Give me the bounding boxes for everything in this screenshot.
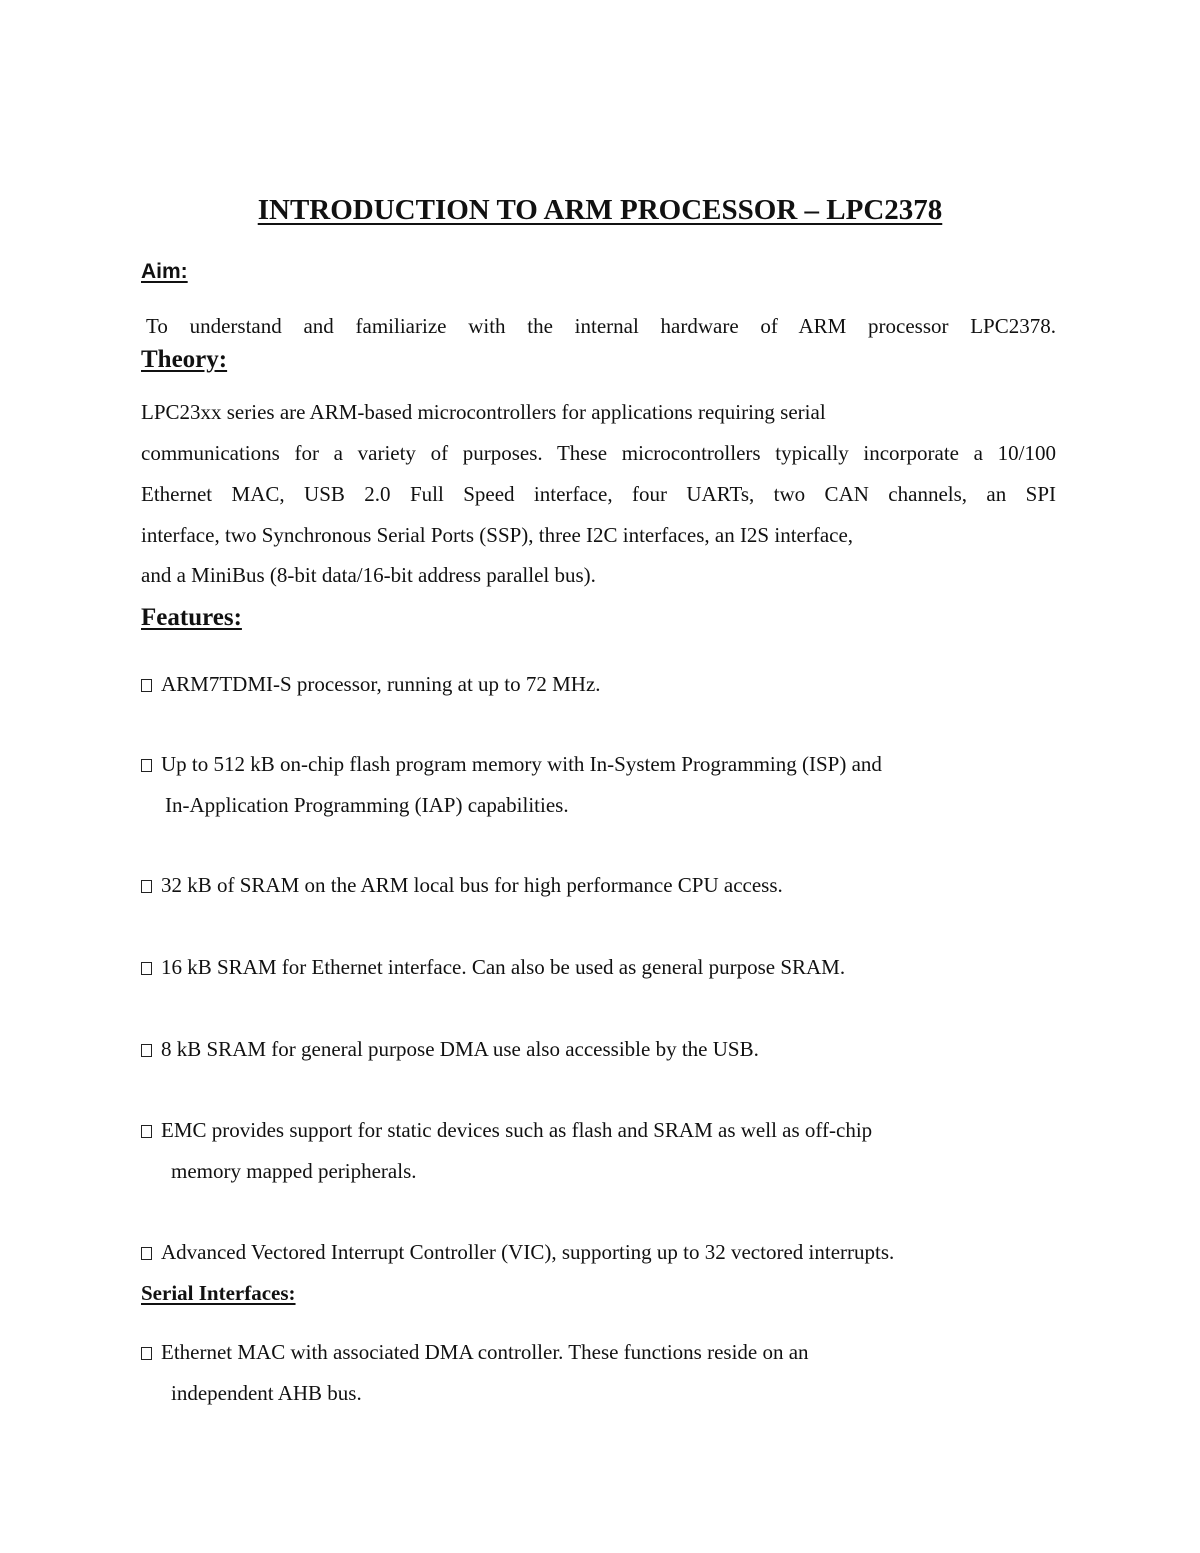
- checkbox-bullet-icon: [141, 1044, 152, 1057]
- aim-text: To understand and familiarize with the internal hardware of ARM processor LPC2378.: [146, 314, 1056, 338]
- checkbox-bullet-icon: [141, 1125, 152, 1138]
- checkbox-bullet-icon: [141, 679, 152, 692]
- theory-line: Ethernet MAC, USB 2.0 Full Speed interface, four UARTs, two CAN channels, an SPI: [141, 482, 1056, 506]
- serial-interfaces-heading: Serial Interfaces:: [141, 1281, 296, 1305]
- theory-line: communications for a variety of purposes. These microcontrollers typically incorporate a 10/100: [141, 441, 1056, 465]
- page-title: INTRODUCTION TO ARM PROCESSOR – LPC2378: [257, 194, 943, 226]
- features-heading: Features:: [141, 604, 242, 631]
- feature-item-continuation: memory mapped peripherals.: [171, 1159, 417, 1183]
- feature-item-continuation: In-Application Programming (IAP) capabilities.: [165, 793, 569, 817]
- checkbox-bullet-icon: [141, 962, 152, 975]
- aim-heading: Aim:: [141, 260, 188, 283]
- checkbox-bullet-icon: [141, 1247, 152, 1260]
- serial-item-continuation: independent AHB bus.: [171, 1381, 362, 1405]
- checkbox-bullet-icon: [141, 759, 152, 772]
- serial-item: Ethernet MAC with associated DMA controller. These functions reside on an: [141, 1337, 809, 1367]
- checkbox-bullet-icon: [141, 880, 152, 893]
- checkbox-bullet-icon: [141, 1347, 152, 1360]
- feature-item: 32 kB of SRAM on the ARM local bus for high performance CPU access.: [141, 870, 783, 900]
- theory-line: LPC23xx series are ARM-based microcontrollers for applications requiring serial: [141, 400, 826, 424]
- theory-line: interface, two Synchronous Serial Ports (SSP), three I2C interfaces, an I2S interface,: [141, 523, 854, 547]
- feature-item: Advanced Vectored Interrupt Controller (VIC), supporting up to 32 vectored interrupts.: [141, 1237, 894, 1267]
- feature-item: 8 kB SRAM for general purpose DMA use also accessible by the USB.: [141, 1034, 759, 1064]
- feature-item: ARM7TDMI-S processor, running at up to 72 MHz.: [141, 669, 601, 699]
- theory-line: and a MiniBus (8-bit data/16-bit address parallel bus).: [141, 563, 596, 587]
- feature-item: 16 kB SRAM for Ethernet interface. Can also be used as general purpose SRAM.: [141, 952, 845, 982]
- feature-item: EMC provides support for static devices such as flash and SRAM as well as off-chip: [141, 1115, 872, 1145]
- theory-heading: Theory:: [141, 346, 228, 373]
- feature-item: Up to 512 kB on-chip flash program memory with In-System Programming (ISP) and: [141, 749, 882, 779]
